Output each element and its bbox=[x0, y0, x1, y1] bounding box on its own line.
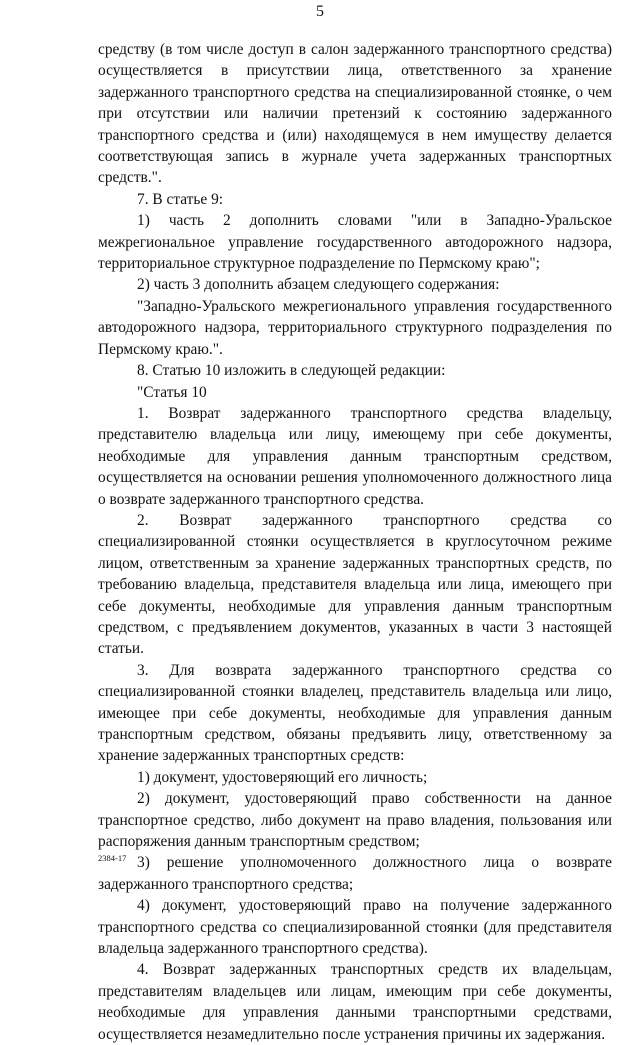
document-code: 2384-17 bbox=[98, 853, 127, 863]
paragraph: 4) документ, удостоверяющий право на получение задержанного транспортного средства со специализированной стоянки (для представителя владельца задержанного транспортного средства). bbox=[98, 897, 612, 958]
paragraph: 4. Возврат задержанных транспортных средств их владельцам, представителям владельцев или лицам, имеющим при себе документы, необходимые для управления данными транспортными средствами, осуществляется незамедлительно после устранения причины их задержания. bbox=[98, 961, 612, 1043]
page-number: 5 bbox=[316, 3, 324, 20]
paragraph: 3. Для возврата задержанного транспортного средства со специализированной стоянки владелец, представитель владельца или лицо, имеющее при себе документы, необходимые для управления данным транспортным средством, обязаны предъявить лицу, ответственному за хранение задержанных транспортных средств: bbox=[98, 661, 612, 765]
paragraph: 7. В статье 9: bbox=[137, 190, 224, 208]
document-body bbox=[98, 39, 612, 1045]
paragraph: "Статья 10 bbox=[137, 383, 207, 401]
paragraph: 2. Возврат задержанного транспортного средства со специализированной стоянки осуществляется в круглосуточном режиме лицом, ответственным за хранение задержанных транспортных средств, по требованию владельца, представителя владельца или лица, имеющего при себе документы, необходимые для управления данным транспортным средством, с предъявлением документов, указанных в части 3 настоящей статьи. bbox=[98, 511, 612, 658]
paragraph: 2) документ, удостоверяющий право собственности на данное транспортное средство, либо документ на право владения, пользования или распоряжения данным транспортным средством; bbox=[98, 790, 612, 851]
paragraph: 2) часть 3 дополнить абзацем следующего содержания: bbox=[137, 276, 500, 294]
paragraph: 3) решение уполномоченного должностного лица о возврате задержанного транспортного средства; bbox=[98, 854, 612, 893]
paragraph: 1. Возврат задержанного транспортного средства владельцу, представителю владельца или лицу, имеющему при себе документы, необходимые для управления данным транспортным средством, осуществляется на основании решения уполномоченного должностного лица о возврате задержанного транспортного средства. bbox=[98, 404, 612, 508]
paragraph: "Западно-Уральского межрегионального управления государственного автодорожного надзора, территориального структурного подразделения по Пермскому краю.". bbox=[98, 297, 612, 358]
paragraph: 1) часть 2 дополнить словами "или в Западно-Уральское межрегиональное управление государственного автодорожного надзора, территориальное структурное подразделение по Пермскому краю"; bbox=[98, 212, 612, 273]
paragraph: 1) документ, удостоверяющий его личность; bbox=[137, 768, 428, 786]
paragraph: 8. Статью 10 изложить в следующей редакции: bbox=[137, 362, 446, 380]
paragraph: средству (в том числе доступ в салон задержанного транспортного средства) осуществляется в присутствии лица, ответственного за хранение задержанного транспортного средства на специализированной стоянке, о чем при отсутствии или наличии претензий к состоянию задержанного транспортного средства и (или) находящемуся в нем имуществу делается соответствующая запись в журнале учета задержанных транспортных средств.". bbox=[98, 41, 612, 187]
